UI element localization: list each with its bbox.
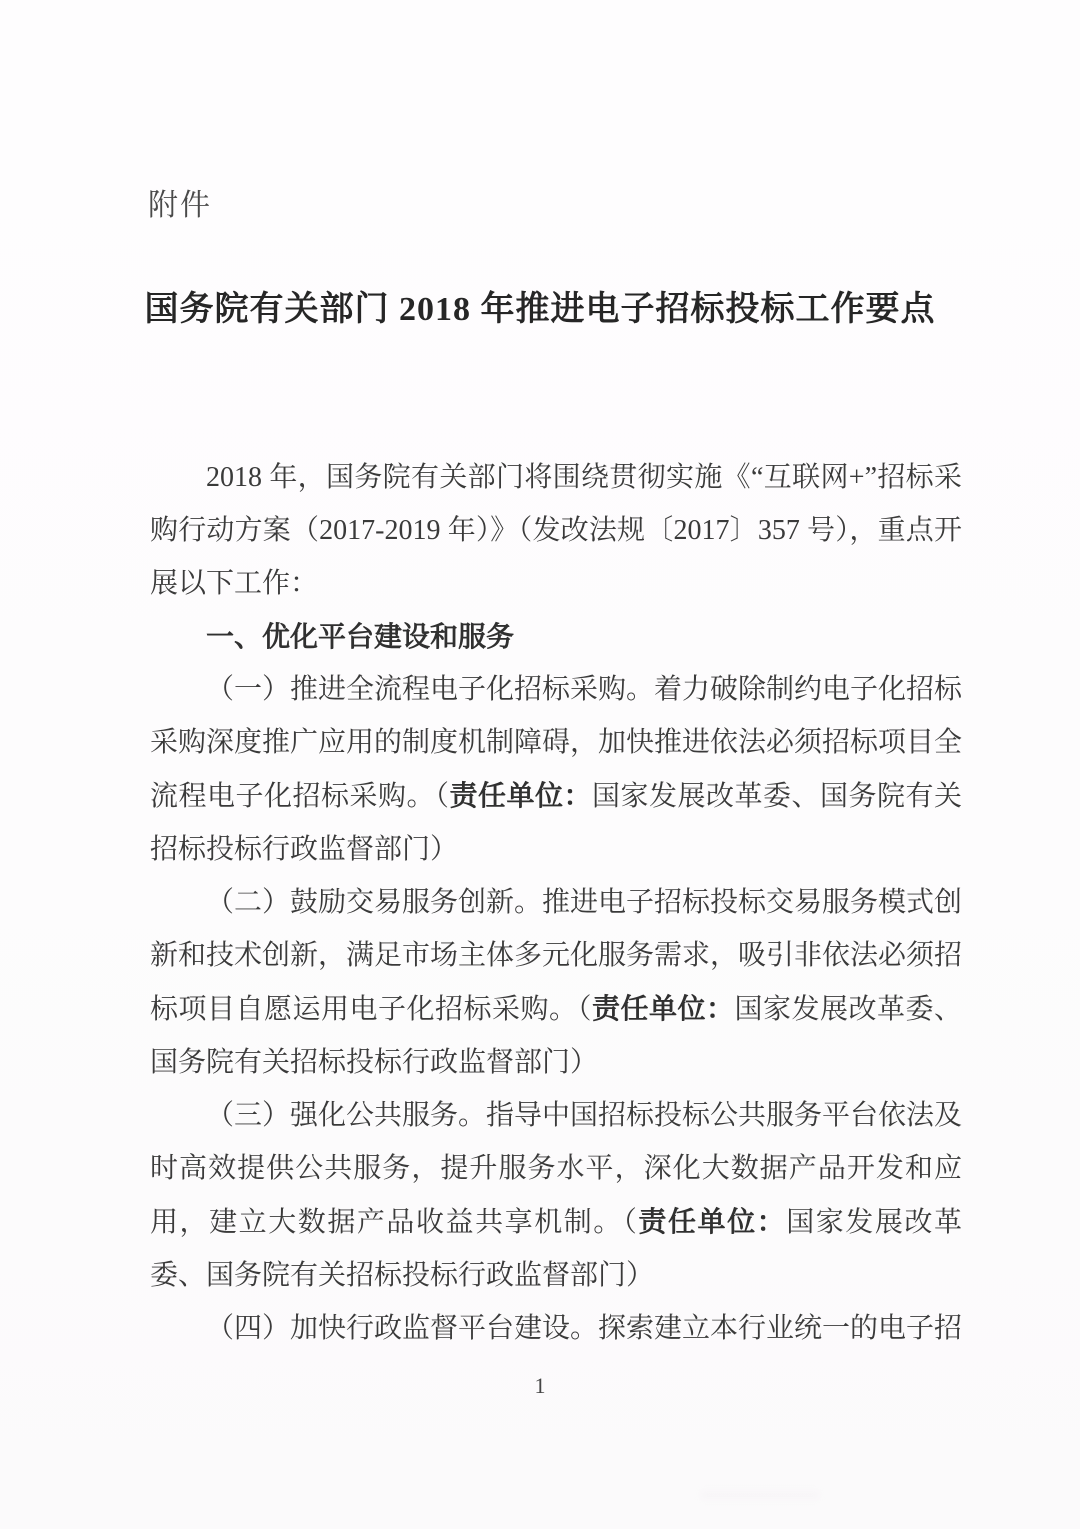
item-3-responsible-unit-value: 国家发展改革委、国务院有关招标投标行政监督部门） — [150, 1207, 962, 1291]
paragraph-item-2 — [150, 876, 962, 1089]
item-1-responsible-unit-value: 国家发展改革委、国务院有关招标投标行政监督部门） — [150, 781, 962, 865]
paragraph-item-1 — [150, 663, 962, 876]
item-2-text: （二）鼓励交易服务创新。推进电子招标投标交易服务模式创新和技术创新，满足市场主体多元化服务需求，吸引非依法必须招标项目自愿运用电子化招标采购。（ — [150, 887, 963, 1025]
item-2-responsible-unit-label: 责任单位： — [591, 993, 735, 1024]
paragraph-item-4: （四）加快行政监督平台建设。探索建立本行业统一的电子招 — [206, 1313, 963, 1344]
paragraph-item-3 — [150, 1089, 962, 1302]
document-title: 国务院有关部门 2018 年推进电子招标投标工作要点 — [144, 291, 936, 328]
item-1-responsible-unit-label: 责任单位： — [449, 780, 592, 811]
item-2-responsible-unit-value: 国家发展改革委、国务院有关招标投标行政监督部门） — [150, 994, 962, 1078]
item-3-text: （三）强化公共服务。指导中国招标投标公共服务平台依法及时高效提供公共服务，提升服务水平，深化大数据产品开发和应用，建立大数据产品收益共享机制。（ — [150, 1100, 963, 1238]
scan-artifact — [700, 1490, 820, 1500]
item-1-text: （一）推进全流程电子化招标采购。着力破除制约电子化招标采购深度推广应用的制度机制障碍，加快推进依法必须招标项目全流程电子化招标采购。（ — [150, 674, 963, 812]
attachment-label: 附件 — [148, 189, 212, 222]
section-heading-1: 一、优化平台建设和服务 — [206, 621, 515, 652]
paragraph-intro: 2018 年，国务院有关部门将围绕贯彻实施《“互联网+”招标采购行动方案（2017-2019 年）》（发改法规〔2017〕357 号），重点开展以下工作： — [150, 462, 962, 599]
document-body — [150, 451, 962, 1355]
item-3-responsible-unit-label: 责任单位： — [638, 1206, 787, 1237]
page-number: 1 — [534, 1373, 546, 1398]
